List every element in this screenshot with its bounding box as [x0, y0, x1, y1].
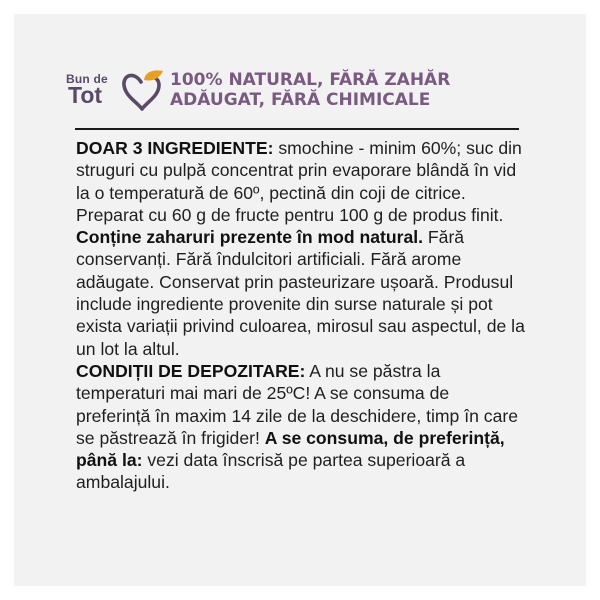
ingredients-paragraph: [76, 137, 526, 360]
heart-leaf-icon: [120, 68, 166, 112]
ingredients-heading: DOAR 3 INGREDIENTE:: [76, 138, 274, 158]
storage-paragraph: [76, 360, 526, 494]
best-before-label: A se consuma, de preferință, până la:: [76, 427, 505, 471]
ingredients-text: smochine - minim 60%; suc din struguri cu pulpă concentrat prin evaporare blândă în vid la o temperatură de 60º, pectină din coji de citrice. Preparat cu 60 g de fructe pentru 100 g de produs finit.: [76, 138, 522, 225]
logo-line-2: Tot: [68, 82, 103, 108]
natural-sugar-note: Conține zaharuri prezente în mod natural.: [76, 227, 424, 248]
best-before-text: vezi data înscrisă pe partea superioară a ambalajului.: [76, 450, 466, 493]
logo-line-1: Bun de: [66, 72, 108, 86]
storage-text: A nu se păstra la temperaturi mai mari de 25ºC! A se consuma de preferință în maxim 14 zile de la deschidere, timp în care se păstrează în frigider!: [76, 360, 519, 448]
storage-heading: CONDIȚII DE DEPOZITARE:: [76, 360, 306, 381]
product-description: [76, 137, 526, 494]
header-divider: [75, 128, 519, 130]
product-tagline: 100% NATURAL, FĂRĂ ZAHĂR ADĂUGAT, FĂRĂ CHIMICALE: [170, 70, 451, 110]
label-header: [62, 60, 450, 120]
brand-logo: [62, 60, 166, 120]
ingredients-details: Fără conservanți. Fără îndulcitori artificiali. Fără arome adăugate. Conservat prin pasteurizare ușoară. Produsul include ingrediente provenite din surse naturale și pot exista variații privind culoarea, mirosul sau aspectul, de la un lot la altul.: [76, 227, 525, 359]
